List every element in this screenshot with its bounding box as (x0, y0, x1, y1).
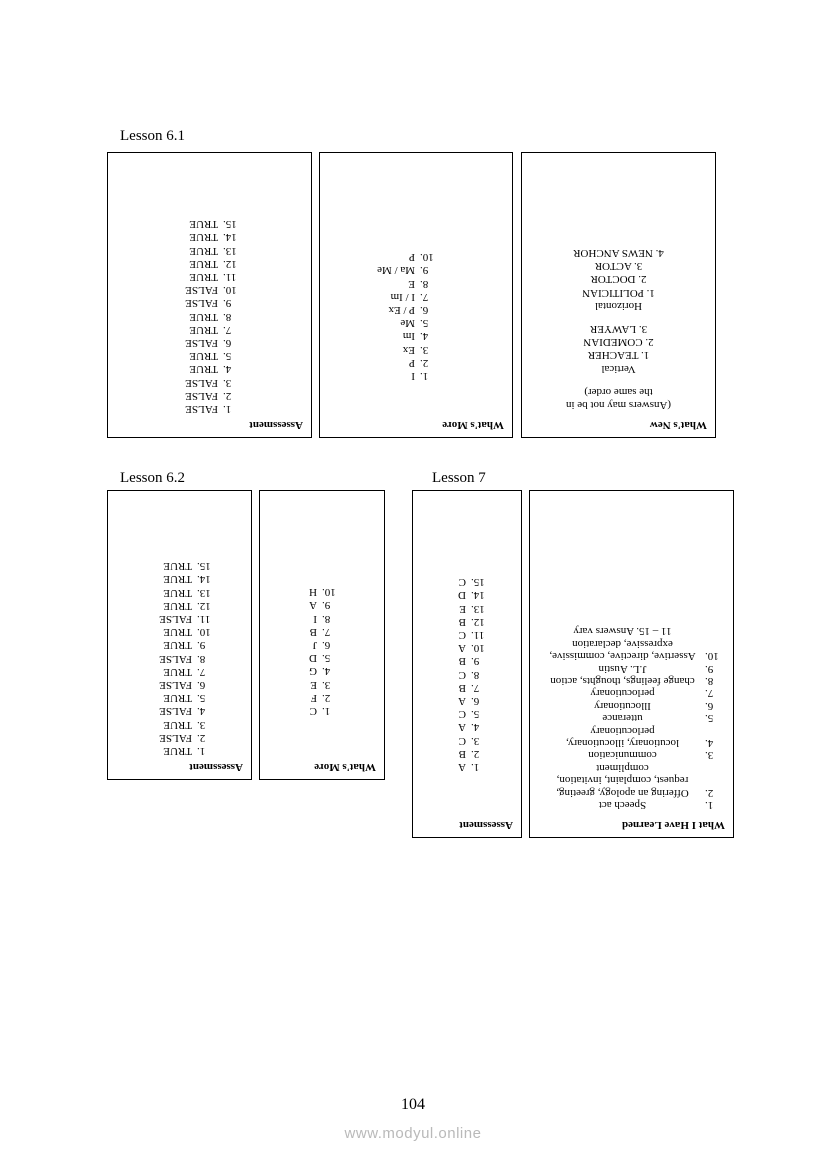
list-item: 9.TRUE (163, 639, 206, 652)
list-item: 11.FALSE (159, 612, 211, 625)
answers-note: (Answers may not be in the same order) (565, 385, 672, 411)
answer-list-what-i-have-learned-7 (530, 625, 733, 815)
box-title-what-i-have-learned-7: What I Have Learned (622, 819, 725, 831)
list-item: 2. COMEDIAN (583, 336, 654, 349)
list-item: 11 – 15. Answers vary (573, 625, 672, 638)
list-item: 6.FALSE (159, 678, 206, 691)
list-item: 3. ACTOR (594, 260, 643, 273)
lesson-label-6-2: Lesson 6.2 (120, 470, 185, 486)
horizontal-label: Horizontal (594, 299, 643, 312)
answer-list-assessment-6-2 (108, 559, 251, 757)
horizontal-group (522, 246, 715, 322)
box-title-whats-new-6-1: What's New (649, 419, 707, 431)
list-item: 4.A (458, 721, 480, 734)
list-item: 2.P (408, 356, 429, 369)
list-item: 14.TRUE (189, 231, 237, 244)
box-what-i-have-learned-lesson-7 (529, 490, 734, 838)
list-item: 14.TRUE (163, 573, 211, 586)
list-item: 6.A (458, 694, 480, 707)
list-item: 2. DOCTOR (590, 273, 647, 286)
list-item: 12.TRUE (189, 257, 237, 270)
list-item: 3. communication (588, 749, 714, 762)
list-item: 1. TEACHER (587, 349, 650, 362)
list-item: 7.B (309, 625, 331, 638)
list-item: 5.Me (400, 317, 429, 330)
list-item: 13.E (459, 602, 485, 615)
list-item: 15.C (458, 576, 485, 589)
list-item: 7.B (458, 681, 480, 694)
list-item: 13.TRUE (189, 244, 237, 257)
list-item: 15.TRUE (163, 560, 211, 573)
list-item: 6. Illocutionary (594, 699, 714, 712)
vertical-label: Vertical (601, 362, 636, 375)
box-title-assessment-7: Assessment (459, 819, 513, 831)
list-item: 10.H (309, 586, 336, 599)
list-item: 1.A (458, 761, 480, 773)
list-item: 3.TRUE (163, 718, 206, 731)
list-item: 15.TRUE (189, 218, 237, 231)
list-item: 10.TRUE (163, 626, 211, 639)
lesson-label-7: Lesson 7 (432, 470, 486, 486)
list-item: 7.TRUE (189, 323, 232, 336)
list-item: 2.B (458, 747, 480, 760)
vertical-group (522, 322, 715, 385)
list-item: 6.J (312, 638, 331, 651)
list-item: 5. utterance (602, 712, 714, 725)
list-item: 9.B (458, 655, 480, 668)
list-item: 8.I (313, 612, 331, 625)
list-item: 8.C (458, 668, 480, 681)
list-item: 3.FALSE (185, 376, 232, 389)
box-title-assessment-6-1: Assessment (249, 419, 303, 431)
list-item: 1. POLITICIAN (582, 286, 655, 299)
answer-list-whats-more-6-2 (260, 585, 384, 757)
list-item: 1.FALSE (185, 403, 232, 415)
list-item: 4.Im (402, 330, 429, 343)
answer-list-assessment-6-1 (108, 217, 311, 415)
list-item: 10.P (408, 251, 434, 264)
list-item: 4.FALSE (159, 705, 206, 718)
list-item: 5.D (309, 652, 331, 665)
list-item: 7.TRUE (163, 665, 206, 678)
box-assessment-lesson-6-1 (107, 152, 312, 438)
list-item: 10.A (458, 642, 485, 655)
page-number: 104 (401, 1096, 425, 1113)
list-item: 5.TRUE (163, 692, 206, 705)
box-whats-more-lesson-6-1 (319, 152, 513, 438)
list-item: 2.F (310, 691, 331, 704)
list-item: 4.TRUE (189, 363, 232, 376)
list-item: 8.FALSE (159, 652, 206, 665)
list-item: 9.FALSE (185, 297, 232, 310)
list-item: 14.D (458, 589, 485, 602)
list-item: 4. locutionary, illocutionary, perlocutionary (565, 724, 714, 749)
list-item: 3.C (458, 734, 480, 747)
list-item: 6.FALSE (185, 336, 232, 349)
answer-list-assessment-7 (413, 575, 521, 815)
list-item: 4. NEWS ANCHOR (573, 246, 664, 259)
list-item: 12.TRUE (163, 599, 211, 612)
list-item: 1.C (309, 705, 331, 717)
list-item: 13.TRUE (163, 586, 211, 599)
box-title-whats-more-6-2: What's More (314, 761, 376, 773)
list-item: 1.I (411, 370, 429, 382)
list-item: 10.FALSE (185, 284, 237, 297)
list-item: 12.B (458, 615, 485, 628)
list-item: 1.TRUE (163, 745, 206, 757)
list-item: 2.FALSE (185, 389, 232, 402)
list-item: 9. J.L. Austin (598, 662, 714, 675)
box-title-assessment-6-2: Assessment (189, 761, 243, 773)
list-item: 7. perlocutionary (590, 687, 714, 700)
list-item: 5.TRUE (189, 350, 232, 363)
list-item: 11.TRUE (189, 270, 237, 283)
list-item: 3. LAWYER (589, 322, 648, 335)
list-item: 8.TRUE (189, 310, 232, 323)
list-item: 2. Offering an apology, greeting, request, complaint, invitation, compliment (556, 761, 714, 799)
list-item: 3.Ex (402, 343, 429, 356)
box-assessment-lesson-7 (412, 490, 522, 838)
list-item: 3.E (310, 678, 331, 691)
list-item: 10. Assertive, directive, commissive, expressive, declaration (549, 637, 719, 663)
box-whats-new-lesson-6-1 (521, 152, 716, 438)
list-item: 1. Speech act (598, 799, 714, 811)
list-item: 4.G (309, 665, 331, 678)
box-title-whats-more-6-1: What's More (442, 419, 504, 431)
answer-list-whats-more-6-1 (320, 250, 512, 415)
watermark: www.modyul.online (344, 1125, 482, 1142)
list-item: 8. change feelings, thoughts, action (550, 674, 714, 687)
list-item: 8.E (408, 277, 429, 290)
lesson-label-6-1: Lesson 6.1 (120, 128, 185, 144)
list-item: 5.C (458, 708, 480, 721)
list-item: 9.A (309, 599, 331, 612)
list-item: 9.Ma / Me (377, 264, 429, 277)
box-whats-more-lesson-6-2 (259, 490, 385, 780)
list-item: 6.P / Ex (388, 303, 429, 316)
list-item: 2.FALSE (159, 731, 206, 744)
box-assessment-lesson-6-2 (107, 490, 252, 780)
list-item: 11.C (458, 628, 485, 641)
list-item: 7.I / Im (390, 290, 429, 303)
